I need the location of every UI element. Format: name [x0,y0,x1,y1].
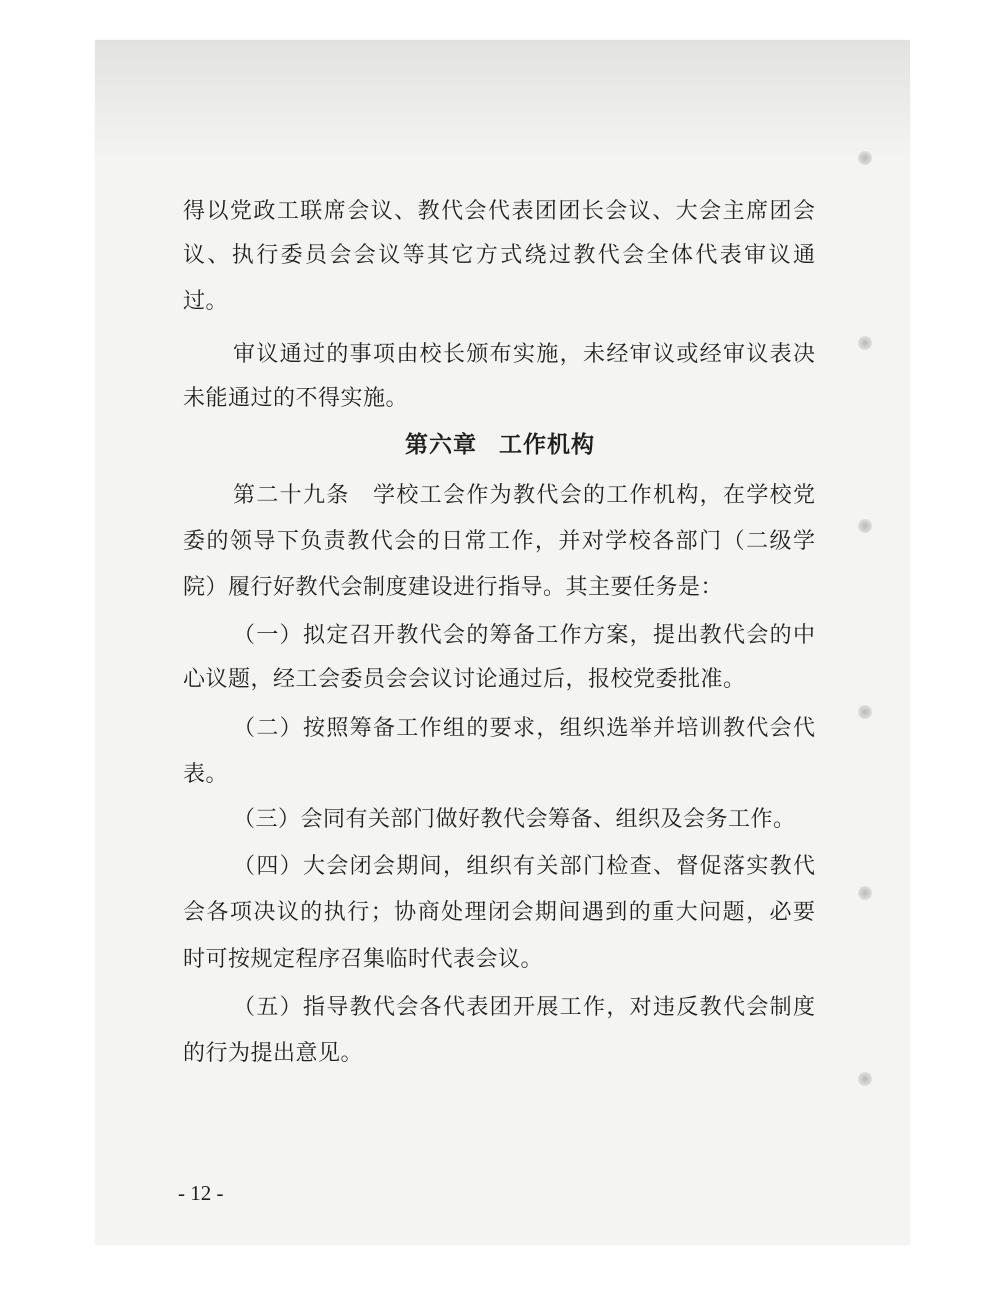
list-item-line: 的行为提出意见。 [183,1041,364,1066]
article-line: 院）履行好教代会制度建设进行指导。其主要任务是： [183,575,724,600]
chapter-heading [0,430,1000,460]
binding-hole-mark [858,151,872,165]
chapter-title: 工作机构 [499,432,595,458]
page-number: - 12 - [178,1181,224,1205]
list-item-line: 心议题，经工会委员会会议讨论通过后，报校党委批准。 [183,667,746,692]
paragraph-line: 未能通过的不得实施。 [183,386,409,411]
binding-hole-mark [858,705,872,719]
list-item-line: 表。 [183,762,229,787]
list-item-line: （二）按照筹备工作组的要求，组织选举并培训教代会代 [233,716,815,741]
binding-hole-mark [858,1072,872,1086]
binding-hole-mark [858,519,872,533]
scan-shadow [95,40,910,160]
binding-hole-mark [858,336,872,350]
paragraph-line: 审议通过的事项由校长颁布实施，未经审议或经审议表决 [233,342,815,367]
paragraph-line: 议、执行委员会会议等其它方式绕过教代会全体代表审议通 [183,243,815,268]
article-line: 委的领导下负责教代会的日常工作，并对学校各部门（二级学 [183,529,815,554]
list-item-line: 会各项决议的执行；协商处理闭会期间遇到的重大问题，必要 [183,900,815,925]
list-item-line: （四）大会闭会期间，组织有关部门检查、督促落实教代 [233,854,815,879]
list-item-line: 时可按规定程序召集临时代表会议。 [183,947,544,972]
chapter-number: 第六章 [405,432,477,458]
paragraph-line: 得以党政工联席会议、教代会代表团团长会议、大会主席团会 [183,199,815,224]
list-item-line: （五）指导教代会各代表团开展工作，对违反教代会制度 [233,995,815,1020]
article-line: 第二十九条 学校工会作为教代会的工作机构，在学校党 [233,483,815,508]
list-item-line: （一）拟定召开教代会的筹备工作方案，提出教代会的中 [233,623,815,648]
list-item-line: （三）会同有关部门做好教代会筹备、组织及会务工作。 [233,807,796,832]
binding-hole-mark [858,886,872,900]
paragraph-line: 过。 [183,289,229,314]
